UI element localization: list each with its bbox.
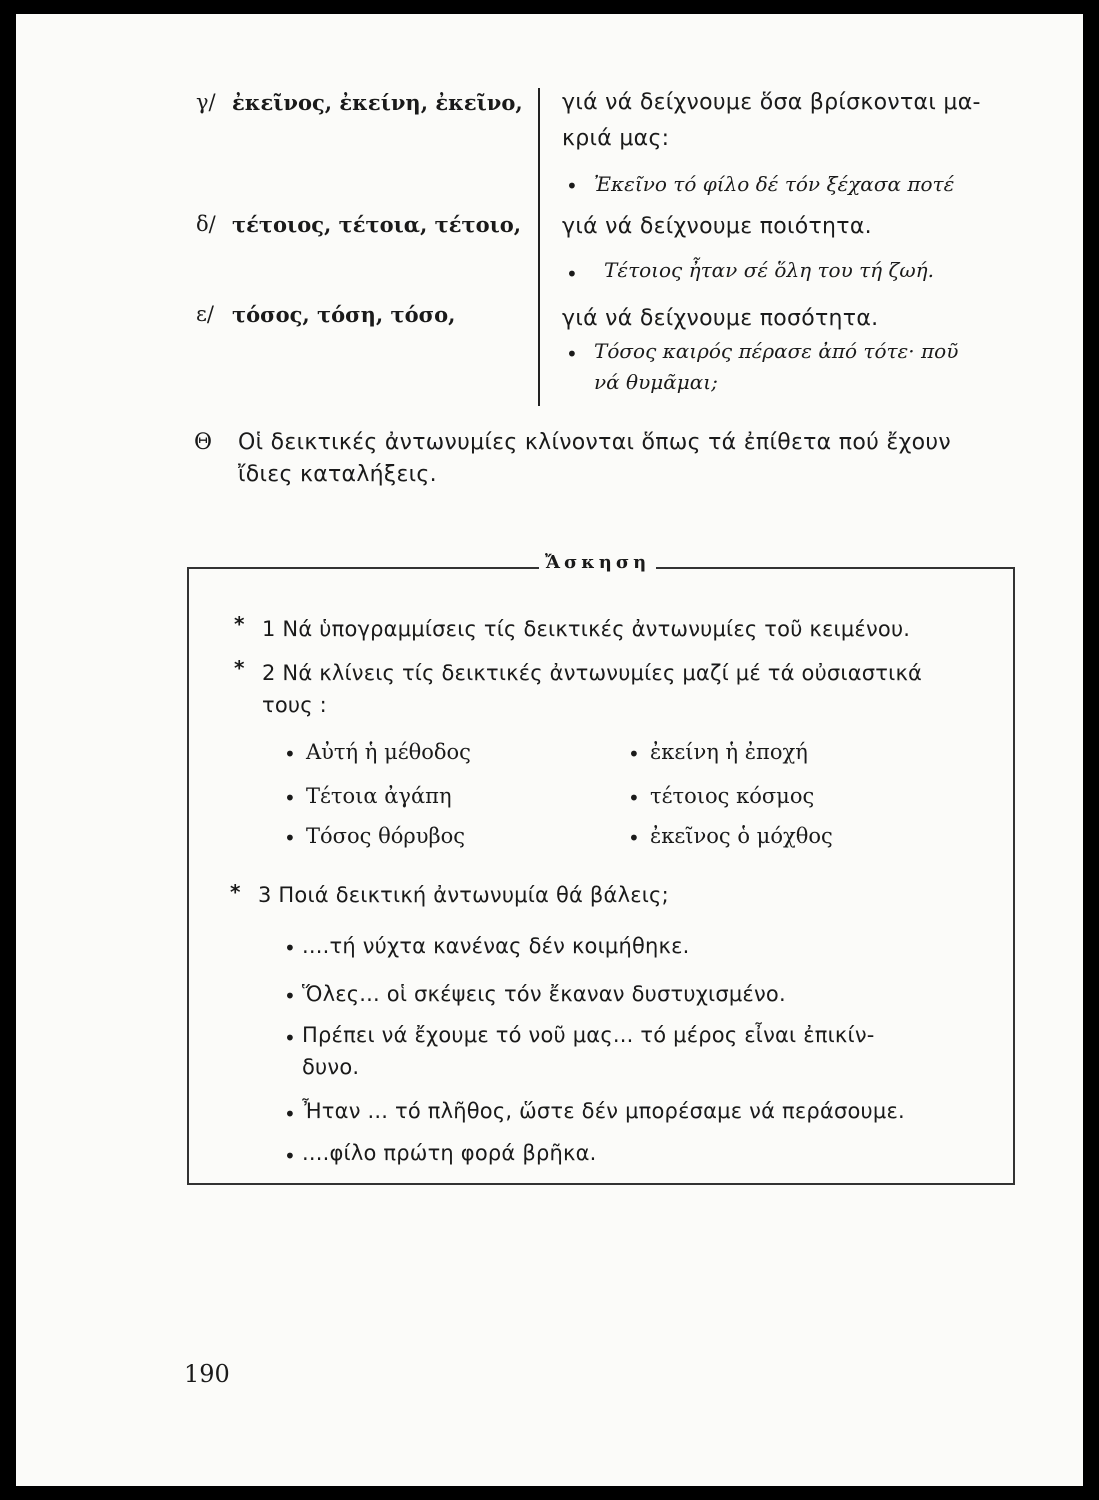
row-description: γιά νά δείχνουμε ποσότητα. (562, 306, 879, 331)
row-description: γιά νά δείχνουμε ποιότητα. (562, 214, 872, 239)
bullet: • (628, 742, 640, 766)
star-marker: * (234, 656, 245, 680)
bullet: • (284, 936, 296, 960)
row-label: δ/ (196, 212, 216, 236)
star-marker: * (230, 880, 241, 904)
bullet: • (566, 342, 578, 366)
pronoun-term: τέτοιος, τέτοια, τέτοιο, (232, 212, 522, 237)
example-sentence: Ἐκεῖνο τό φίλο δέ τόν ξέχασα ποτέ (594, 172, 955, 196)
bullet: • (628, 786, 640, 810)
bullet: • (628, 826, 640, 850)
fill-sentence: δυνο. (302, 1055, 360, 1079)
pronoun-term: ἐκεῖνος, ἐκείνη, ἐκεῖνο, (232, 90, 523, 115)
word-item: Αὐτή ἡ μέθοδος (306, 740, 471, 764)
bullet: • (284, 826, 296, 850)
example-sentence: Τέτοιος ἦταν σέ ὅλη του τή ζωή. (604, 258, 934, 282)
note-text: Οἱ δεικτικές ἀντωνυμίες κλίνονται ὅπως τά ἐπίθετα πού ἔχουν (238, 430, 951, 455)
row-label: ε/ (196, 302, 214, 326)
exercise-title: Ἄσκηση (539, 552, 656, 573)
row-label: γ/ (196, 90, 216, 114)
bullet: • (284, 984, 296, 1008)
column-divider (538, 88, 540, 406)
bullet: • (566, 174, 578, 198)
bullet: • (284, 1102, 296, 1126)
word-item: ἐκεῖνος ὁ μόχθος (650, 824, 833, 848)
bullet: • (566, 262, 578, 286)
word-item: Τέτοια ἀγάπη (306, 784, 452, 808)
pronoun-term: τόσος, τόση, τόσο, (232, 302, 456, 327)
exercise-item: 2 Νά κλίνεις τίς δεικτικές ἀντωνυμίες μαζί μέ τά οὐσιαστικά (262, 661, 923, 685)
example-sentence: νά θυμᾶμαι; (594, 370, 718, 394)
example-sentence: Τόσος καιρός πέρασε ἀπό τότε· ποῦ (594, 339, 959, 363)
title-rule-right (676, 567, 752, 569)
star-marker: * (234, 612, 245, 636)
row-description: γιά νά δείχνουμε ὅσα βρίσκονται μα- (562, 90, 981, 115)
row-description: κριά μας: (562, 126, 670, 151)
word-item: Τόσος θόρυβος (306, 824, 466, 848)
fill-sentence: ....φίλο πρώτη φορά βρῆκα. (302, 1141, 597, 1165)
note-text: ἴδιες καταλήξεις. (238, 462, 437, 487)
bullet: • (284, 742, 296, 766)
word-item: τέτοιος κόσμος (650, 784, 815, 808)
bullet: • (284, 1144, 296, 1168)
page-number: 190 (184, 1360, 230, 1388)
exercise-item: τους : (262, 693, 327, 717)
bullet: • (284, 786, 296, 810)
exercise-item: 3 Ποιά δεικτική ἀντωνυμία θά βάλεις; (258, 883, 669, 907)
title-rule-left (456, 567, 532, 569)
note-symbol: Θ (194, 430, 213, 455)
fill-sentence: Ὅλες... οἱ σκέψεις τόν ἔκαναν δυστυχισμένο. (302, 982, 786, 1006)
word-item: ἐκείνη ἡ ἐποχή (650, 740, 808, 764)
fill-sentence: ....τή νύχτα κανένας δέν κοιμήθηκε. (302, 934, 690, 958)
bullet: • (284, 1026, 296, 1050)
book-page (16, 14, 1083, 1486)
exercise-item: 1 Νά ὑπογραμμίσεις τίς δεικτικές ἀντωνυμίες τοῦ κειμένου. (262, 617, 911, 641)
exercise-box (187, 567, 1015, 1185)
fill-sentence: Ἦταν ... τό πλῆθος, ὥστε δέν μπορέσαμε νά περάσουμε. (302, 1099, 905, 1123)
fill-sentence: Πρέπει νά ἔχουμε τό νοῦ μας... τό μέρος εἶναι ἐπικίν- (302, 1023, 875, 1047)
